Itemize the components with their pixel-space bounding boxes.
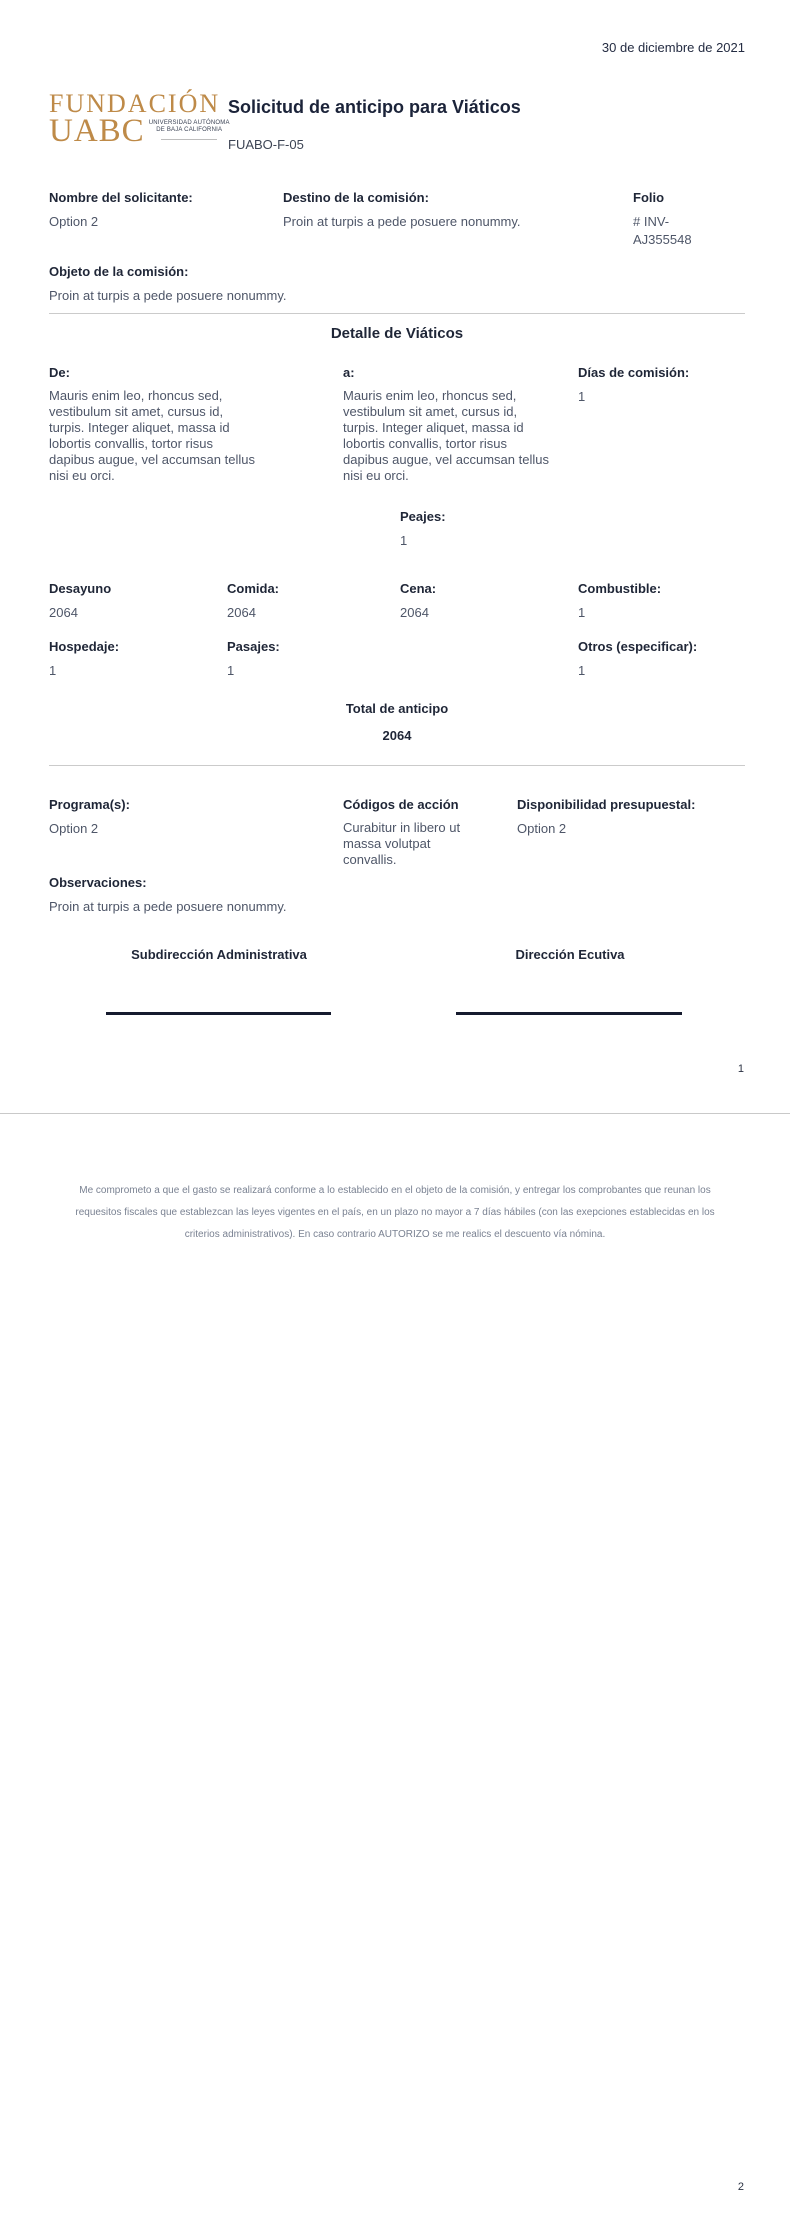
expenses-empty-cell bbox=[400, 638, 578, 680]
purpose-label: Objeto de la comisión: bbox=[49, 264, 189, 279]
applicant-name-value: Option 2 bbox=[49, 214, 99, 229]
days-value: 1 bbox=[578, 389, 586, 404]
purpose-field bbox=[49, 263, 745, 305]
fuel-label: Combustible: bbox=[578, 581, 662, 596]
page-title: Solicitud de anticipo para Viáticos bbox=[228, 97, 521, 117]
dinner-value: 2064 bbox=[400, 605, 429, 620]
total-field bbox=[49, 700, 745, 745]
total-label: Total de anticipo bbox=[345, 701, 449, 716]
from-field bbox=[49, 364, 343, 484]
logo-fundacion-text: FUNDACIÓN bbox=[49, 89, 221, 118]
to-label: a: bbox=[343, 365, 355, 380]
breakfast-value: 2064 bbox=[49, 605, 78, 620]
signature-right-title: Dirección Ecutiva bbox=[515, 947, 625, 962]
programs-field bbox=[49, 796, 343, 868]
days-field bbox=[578, 364, 745, 484]
destination-field bbox=[283, 189, 633, 249]
budget-row bbox=[49, 796, 745, 868]
folio-label: Folio bbox=[633, 190, 665, 205]
total-value: 2064 bbox=[382, 728, 412, 743]
logo-uabc-text: UABC bbox=[49, 113, 145, 149]
programs-label: Programa(s): bbox=[49, 797, 130, 812]
route-row bbox=[49, 364, 745, 484]
others-field bbox=[578, 638, 745, 680]
availability-value: Option 2 bbox=[517, 821, 567, 836]
lunch-field bbox=[227, 580, 400, 622]
tolls-field bbox=[400, 508, 745, 550]
fares-field bbox=[227, 638, 400, 680]
lodging-field bbox=[49, 638, 227, 680]
logo-row bbox=[49, 113, 230, 149]
from-label: De: bbox=[49, 365, 70, 380]
folio-field bbox=[633, 189, 745, 249]
page-number-1: 1 bbox=[737, 1063, 744, 1075]
applicant-name-field bbox=[49, 189, 283, 249]
action-codes-value: Curabitur in libero ut massa volutpat convallis. bbox=[343, 820, 461, 867]
fares-label: Pasajes: bbox=[227, 639, 280, 654]
footer-disclaimer: Me comprometo a que el gasto se realizará conforme a lo establecido en el objeto de la comisión, y entregar los comprobantes que reunan los requesitos fiscales que establezcan las leyes vigentes en el país, en un plazo no mayor a 7 días hábiles (con las exepciones establecidas en los criterios administrativos). En caso contrario AUTORIZO se me realics el descuento vía nómina. bbox=[75, 1185, 715, 1240]
dinner-field bbox=[400, 580, 578, 622]
to-value: Mauris enim leo, rhoncus sed, vestibulum sit amet, cursus id, turpis. Integer aliquet, massa id lobortis convallis, tortor risus dapibus augue, vel accumsan tellus nisi eu orci. bbox=[343, 388, 549, 483]
observations-field bbox=[49, 874, 745, 916]
availability-field bbox=[517, 796, 745, 868]
action-codes-field bbox=[343, 796, 517, 868]
signature-block-left bbox=[105, 946, 333, 1015]
folio-value: # INV-AJ355548 bbox=[633, 214, 692, 247]
signature-line-right bbox=[456, 1012, 682, 1015]
fuel-value: 1 bbox=[578, 605, 586, 620]
fares-value: 1 bbox=[227, 663, 235, 678]
expenses-row-1 bbox=[49, 580, 745, 622]
breakfast-label: Desayuno bbox=[49, 581, 112, 596]
days-label: Días de comisión: bbox=[578, 365, 690, 380]
others-value: 1 bbox=[578, 663, 586, 678]
page-content bbox=[0, 0, 790, 1015]
detalle-section-title: Detalle de Viáticos bbox=[330, 325, 464, 342]
destination-label: Destino de la comisión: bbox=[283, 190, 429, 205]
to-field bbox=[343, 364, 578, 484]
observations-label: Observaciones: bbox=[49, 875, 147, 890]
signature-block-right bbox=[456, 946, 684, 1015]
logo-university-name-line1: UNIVERSIDAD AUTÓNOMA bbox=[148, 120, 230, 126]
others-label: Otros (especificar): bbox=[578, 639, 698, 654]
breakfast-field bbox=[49, 580, 227, 622]
document-date: 30 de diciembre de 2021 bbox=[601, 40, 745, 55]
page-break-separator bbox=[0, 1113, 790, 1114]
lodging-label: Hospedaje: bbox=[49, 639, 120, 654]
document-header bbox=[49, 89, 745, 152]
section-divider-bottom bbox=[49, 765, 745, 766]
applicant-name-label: Nombre del solicitante: bbox=[49, 190, 193, 205]
lunch-label: Comida: bbox=[227, 581, 279, 596]
tolls-label: Peajes: bbox=[400, 509, 446, 524]
section-divider-top bbox=[49, 313, 745, 314]
signature-left-title: Subdirección Administrativa bbox=[131, 947, 307, 962]
form-code: FUABO-F-05 bbox=[228, 137, 304, 152]
page-number-2: 2 bbox=[737, 2181, 744, 2193]
programs-value: Option 2 bbox=[49, 821, 99, 836]
lunch-value: 2064 bbox=[227, 605, 256, 620]
logo-university-block bbox=[149, 120, 230, 140]
action-codes-label: Códigos de acción bbox=[343, 797, 459, 812]
signature-line-left bbox=[106, 1012, 331, 1015]
title-block bbox=[221, 92, 521, 152]
fuel-field bbox=[578, 580, 745, 622]
dinner-label: Cena: bbox=[400, 581, 437, 596]
expenses-row-2 bbox=[49, 638, 745, 680]
observations-value: Proin at turpis a pede posuere nonummy. bbox=[49, 899, 287, 914]
from-value: Mauris enim leo, rhoncus sed, vestibulum sit amet, cursus id, turpis. Integer aliquet, massa id lobortis convallis, tortor risus dapibus augue, vel accumsan tellus nisi eu orci. bbox=[49, 388, 255, 483]
fundacion-uabc-logo bbox=[49, 89, 230, 152]
logo-underline bbox=[161, 139, 217, 140]
logo-university-name-line2: DE BAJA CALIFORNIA bbox=[156, 127, 223, 133]
signatures-row bbox=[49, 946, 745, 1015]
purpose-value: Proin at turpis a pede posuere nonummy. bbox=[49, 288, 287, 303]
availability-label: Disponibilidad presupuestal: bbox=[517, 797, 696, 812]
applicant-row bbox=[49, 189, 745, 249]
tolls-value: 1 bbox=[400, 533, 408, 548]
destination-value: Proin at turpis a pede posuere nonummy. bbox=[283, 214, 521, 229]
lodging-value: 1 bbox=[49, 663, 57, 678]
